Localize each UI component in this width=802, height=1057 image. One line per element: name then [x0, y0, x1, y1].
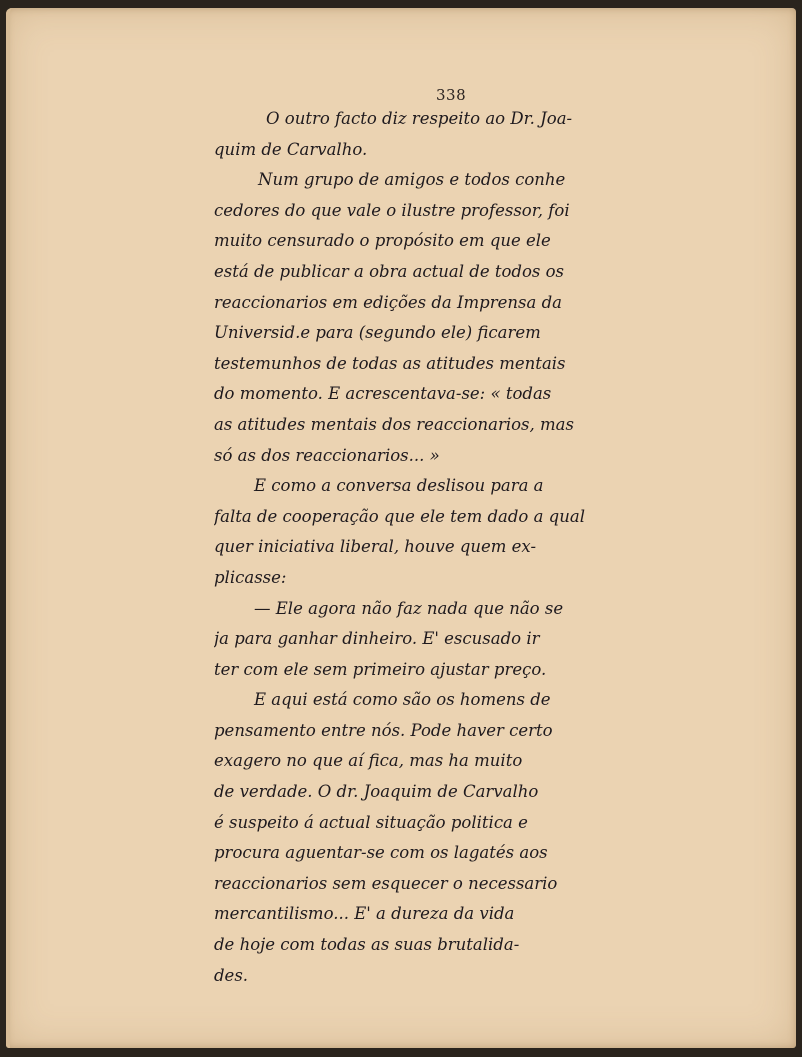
text-line: mercantilismo... E' a dureza da vida [214, 904, 515, 924]
text-line: está de publicar a obra actual de todos os [214, 261, 565, 281]
text-line: é suspeito á actual situação politica e [214, 812, 528, 832]
text-line: ja para ganhar dinheiro. E' escusado ir [214, 629, 540, 649]
text-line: plicasse: [214, 567, 287, 587]
text-line: E como a conversa deslisou para a [254, 476, 544, 496]
text-line: muito censurado o propósito em que ele [214, 231, 551, 251]
text-line: Num grupo de amigos e todos conhe [258, 170, 566, 190]
text-line: E aqui está como são os homens de [254, 690, 551, 710]
text-line: reaccionarios sem esquecer o necessario [214, 873, 558, 893]
text-line: quim de Carvalho. [214, 139, 368, 159]
text-line: testemunhos de todas as atitudes mentais [214, 353, 566, 373]
text-line: só as dos reaccionarios... » [214, 445, 440, 465]
text-line: procura aguentar-se com os lagatés aos [214, 843, 548, 863]
text-line: Universid.e para (segundo ele) ficarem [214, 323, 541, 343]
text-line: — Ele agora não faz nada que não se [254, 598, 564, 618]
text-line: de hoje com todas as suas brutalida- [214, 935, 520, 955]
text-line: O outro facto diz respeito ao Dr. Joa- [266, 109, 573, 128]
text-line: cedores do que vale o ilustre professor, foi [214, 200, 570, 220]
page-number: 338 [436, 86, 467, 104]
text-line: quer iniciativa liberal, houve quem ex- [214, 537, 537, 557]
text-line: des. [214, 965, 249, 985]
text-line: reaccionarios em edições da Imprensa da [214, 292, 562, 312]
text-line: de verdade. O dr. Joaquim de Carvalho [214, 782, 539, 802]
manuscript-body [214, 104, 684, 991]
text-line: as atitudes mentais dos reaccionarios, mas [214, 414, 574, 434]
text-line: ter com ele sem primeiro ajustar preço. [214, 659, 547, 679]
text-line: falta de cooperação que ele tem dado a qual [214, 506, 585, 526]
text-line: do momento. E acrescentava-se: « todas [214, 384, 552, 404]
text-line: exagero no que aí fica, mas ha muito [214, 751, 523, 771]
text-line: pensamento entre nós. Pode haver certo [214, 720, 553, 740]
